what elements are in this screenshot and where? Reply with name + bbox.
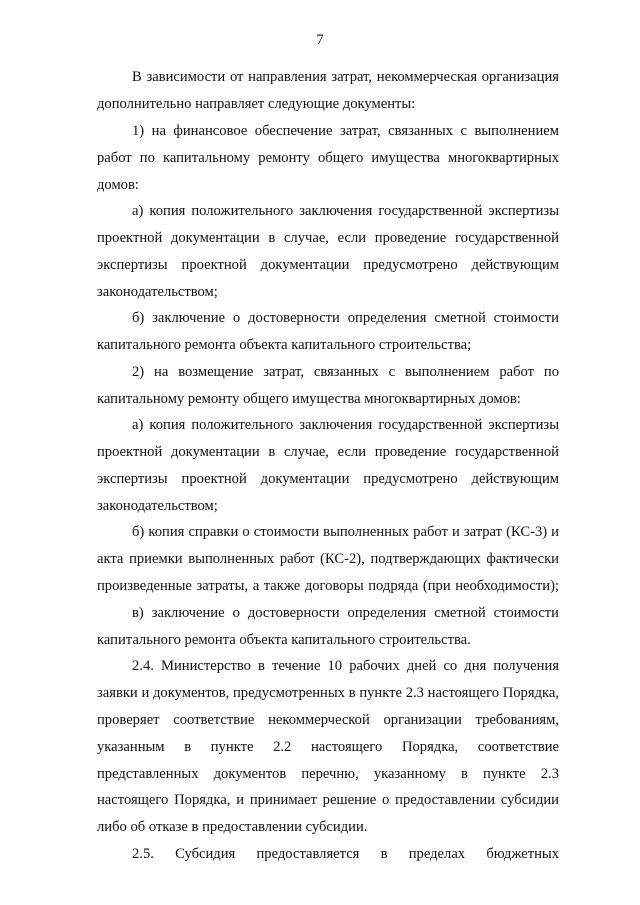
text-line: а) копия положительного заключения государственной экспертизы (132, 417, 559, 433)
text-line: настоящего Порядка, и принимает решение о предоставлении субсидии (97, 792, 559, 808)
text-line: проектной документации в случае, если проведение государственной (97, 230, 559, 246)
text-line: представленных документов перечню, указанному в пункте 2.3 (97, 766, 559, 782)
text-line: 1) на финансовое обеспечение затрат, связанных с выполнением (132, 123, 559, 139)
text-line: акта приемки выполненных работ (КС-2), подтверждающих фактически (97, 551, 559, 567)
text-line: б) заключение о достоверности определения сметной стоимости (132, 310, 559, 326)
text-line: законодательством; (97, 498, 218, 514)
text-line: работ по капитальному ремонту общего имущества многоквартирных (97, 150, 559, 166)
text-line: 2) на возмещение затрат, связанных с выполнением работ по (132, 364, 559, 380)
text-line: капитальному ремонту общего имущества многоквартирных домов: (97, 391, 521, 407)
text-line: 2.5. Субсидия предоставляется в пределах бюджетных (132, 846, 559, 862)
text-line: проектной документации в случае, если проведение государственной (97, 444, 559, 460)
text-line: указанным в пункте 2.2 настоящего Порядка, соответствие (97, 739, 559, 755)
text-line: капитального ремонта объекта капитального строительства; (97, 337, 472, 353)
text-line: заявки и документов, предусмотренных в пункте 2.3 настоящего Порядка, (97, 685, 559, 701)
text-line: 2.4. Министерство в течение 10 рабочих дней со дня получения (132, 658, 559, 674)
text-line: экспертизы проектной документации предусмотрено действующим (97, 257, 559, 273)
text-line: либо об отказе в предоставлении субсидии. (97, 819, 368, 835)
page-number: 7 (316, 32, 324, 48)
text-line: произведенные затраты, а также договоры подряда (при необходимости); (97, 578, 559, 594)
text-line: а) копия положительного заключения государственной экспертизы (132, 203, 559, 219)
text-line: дополнительно направляет следующие документы: (97, 96, 416, 112)
text-line: В зависимости от направления затрат, некоммерческая организация (132, 69, 559, 85)
text-line: б) копия справки о стоимости выполненных работ и затрат (КС-3) и (132, 524, 559, 540)
text-line: домов: (97, 177, 139, 193)
text-line: проверяет соответствие некоммерческой организации требованиям, (97, 712, 559, 728)
text-line: экспертизы проектной документации предусмотрено действующим (97, 471, 559, 487)
text-line: в) заключение о достоверности определения сметной стоимости (132, 605, 559, 621)
text-line: капитального ремонта объекта капитального строительства. (97, 632, 471, 648)
text-line: законодательством; (97, 284, 218, 300)
